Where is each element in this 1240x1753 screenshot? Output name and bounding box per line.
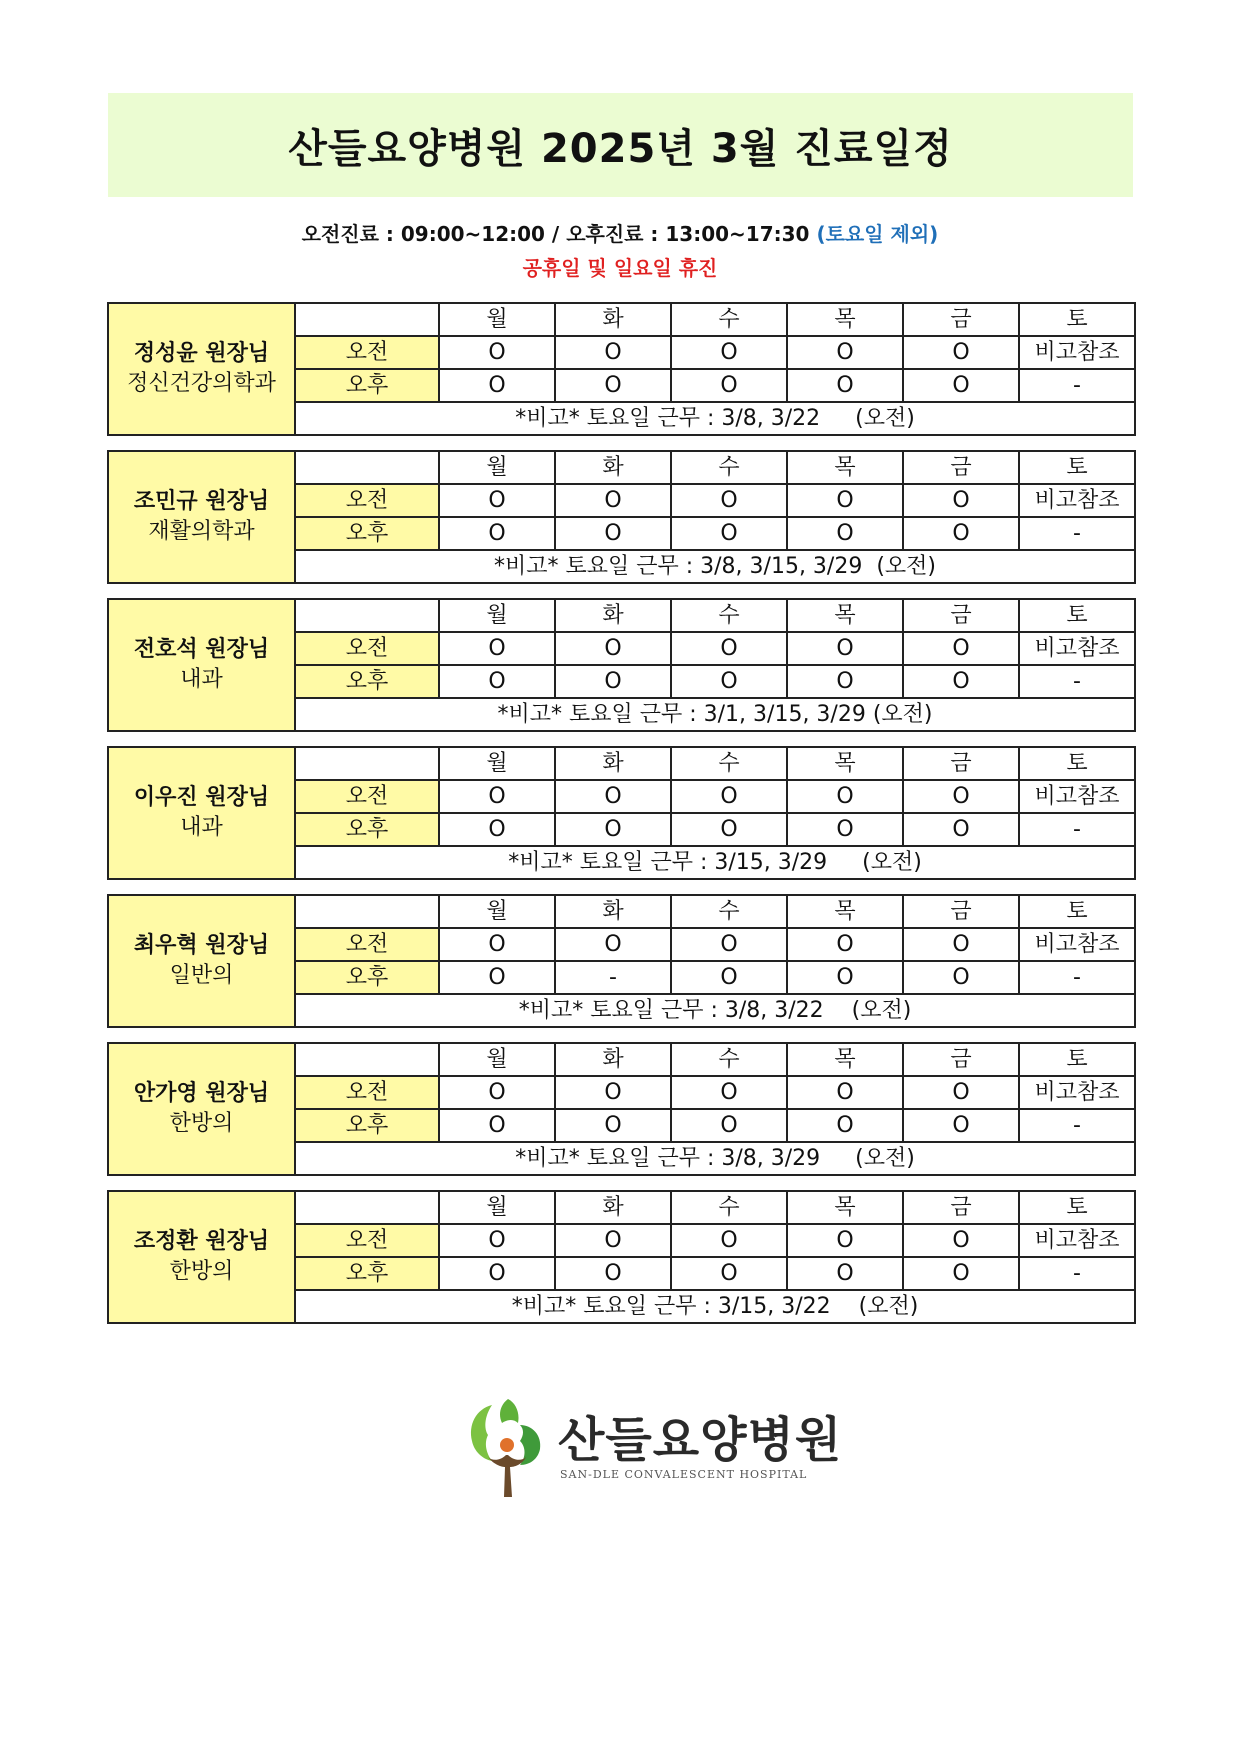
day-header: 금 — [903, 895, 1019, 928]
page-title: 산들요양병원 2025년 3월 진료일정 — [288, 125, 953, 172]
schedule-cell: O — [555, 369, 671, 402]
day-header: 목 — [787, 747, 903, 780]
doctor-department: 내과 — [180, 667, 223, 692]
doctor-cell — [108, 451, 295, 583]
schedule-cell: O — [671, 1076, 787, 1109]
table-row — [108, 451, 1135, 484]
schedule-cell: O — [903, 1224, 1019, 1257]
schedule-cell: O — [555, 632, 671, 665]
schedule-cell: O — [555, 1076, 671, 1109]
empty-header-cell — [295, 1043, 439, 1076]
schedule-cell: O — [671, 336, 787, 369]
schedule-cell: O — [439, 928, 555, 961]
schedule-cell: O — [671, 1257, 787, 1290]
schedule-cell: O — [903, 1076, 1019, 1109]
day-header: 월 — [439, 895, 555, 928]
day-header: 금 — [903, 451, 1019, 484]
doctor-schedule-table — [107, 598, 1136, 732]
schedule-cell: O — [439, 484, 555, 517]
doctor-name: 최우혁 원장님 — [133, 933, 270, 958]
schedule-cell: O — [439, 632, 555, 665]
day-header: 수 — [671, 1043, 787, 1076]
day-header: 금 — [903, 1043, 1019, 1076]
day-header: 화 — [555, 303, 671, 336]
schedule-cell: 비고참조 — [1019, 632, 1135, 665]
doctor-schedule-table — [107, 450, 1136, 584]
schedule-cell: O — [903, 780, 1019, 813]
schedule-cell: O — [439, 961, 555, 994]
table-row — [108, 1191, 1135, 1224]
hospital-logo — [462, 1395, 843, 1505]
doctor-department: 내과 — [180, 815, 223, 840]
schedule-cell: O — [787, 336, 903, 369]
saturday-note: *비고* 토요일 근무 : 3/8, 3/29 (오전) — [295, 1142, 1135, 1175]
day-header: 화 — [555, 1043, 671, 1076]
day-header: 토 — [1019, 747, 1135, 780]
doctor-cell — [108, 747, 295, 879]
schedule-cell: O — [439, 336, 555, 369]
day-header: 목 — [787, 303, 903, 336]
empty-header-cell — [295, 599, 439, 632]
schedule-cell: O — [555, 336, 671, 369]
schedule-cell: O — [671, 1109, 787, 1142]
schedule-cell: O — [439, 1257, 555, 1290]
day-header: 수 — [671, 303, 787, 336]
session-label-pm: 오후 — [295, 961, 439, 994]
session-label-pm: 오후 — [295, 517, 439, 550]
saturday-note: *비고* 토요일 근무 : 3/1, 3/15, 3/29 (오전) — [295, 698, 1135, 731]
session-label-pm: 오후 — [295, 1257, 439, 1290]
session-label-am: 오전 — [295, 780, 439, 813]
doctor-schedule-table — [107, 746, 1136, 880]
doctor-schedule-table — [107, 302, 1136, 436]
schedule-cell: O — [555, 484, 671, 517]
schedule-cell: O — [903, 369, 1019, 402]
doctor-name: 정성윤 원장님 — [133, 341, 270, 366]
doctor-cell — [108, 895, 295, 1027]
table-row — [108, 747, 1135, 780]
saturday-note: *비고* 토요일 근무 : 3/8, 3/22 (오전) — [295, 402, 1135, 435]
empty-header-cell — [295, 1191, 439, 1224]
empty-header-cell — [295, 303, 439, 336]
day-header: 목 — [787, 599, 903, 632]
day-header: 화 — [555, 895, 671, 928]
doctor-cell — [108, 1191, 295, 1323]
empty-header-cell — [295, 747, 439, 780]
schedule-cell: O — [439, 369, 555, 402]
schedule-cell: O — [903, 632, 1019, 665]
schedule-cell: - — [1019, 1257, 1135, 1290]
table-row — [108, 599, 1135, 632]
schedule-cell: O — [903, 336, 1019, 369]
session-label-pm: 오후 — [295, 369, 439, 402]
schedule-cell: O — [671, 813, 787, 846]
schedule-cell: O — [555, 1257, 671, 1290]
doctor-name: 이우진 원장님 — [133, 785, 270, 810]
schedule-cell: O — [555, 1224, 671, 1257]
schedule-cell: O — [903, 1109, 1019, 1142]
day-header: 월 — [439, 451, 555, 484]
schedule-cell: O — [671, 780, 787, 813]
schedule-cell: O — [787, 1257, 903, 1290]
clinic-hours — [0, 218, 1240, 247]
session-label-am: 오전 — [295, 928, 439, 961]
schedule-cell: O — [787, 369, 903, 402]
schedule-cell: - — [1019, 961, 1135, 994]
schedule-cell: 비고참조 — [1019, 336, 1135, 369]
schedule-cell: O — [787, 517, 903, 550]
doctor-department: 정신건강의학과 — [127, 371, 276, 396]
schedule-cell: O — [787, 928, 903, 961]
schedule-cell: O — [671, 517, 787, 550]
doctor-schedule-table — [107, 1042, 1136, 1176]
day-header: 화 — [555, 1191, 671, 1224]
schedule-cell: - — [555, 961, 671, 994]
doctor-schedule-list — [107, 302, 1134, 1338]
day-header: 월 — [439, 303, 555, 336]
schedule-cell: - — [1019, 517, 1135, 550]
schedule-cell: - — [1019, 665, 1135, 698]
schedule-cell: 비고참조 — [1019, 780, 1135, 813]
empty-header-cell — [295, 451, 439, 484]
day-header: 화 — [555, 451, 671, 484]
schedule-cell: - — [1019, 369, 1135, 402]
day-header: 화 — [555, 599, 671, 632]
day-header: 수 — [671, 895, 787, 928]
day-header: 토 — [1019, 1043, 1135, 1076]
day-header: 토 — [1019, 303, 1135, 336]
schedule-cell: O — [787, 813, 903, 846]
day-header: 월 — [439, 1191, 555, 1224]
doctor-cell — [108, 599, 295, 731]
schedule-cell: O — [671, 1224, 787, 1257]
session-label-am: 오전 — [295, 1224, 439, 1257]
table-row — [108, 303, 1135, 336]
day-header: 월 — [439, 1043, 555, 1076]
day-header: 토 — [1019, 895, 1135, 928]
schedule-cell: O — [903, 484, 1019, 517]
doctor-cell — [108, 1043, 295, 1175]
doctor-department: 한방의 — [169, 1259, 234, 1284]
schedule-cell: O — [903, 813, 1019, 846]
day-header: 월 — [439, 747, 555, 780]
schedule-cell: 비고참조 — [1019, 1076, 1135, 1109]
day-header: 토 — [1019, 599, 1135, 632]
schedule-cell: O — [439, 813, 555, 846]
day-header: 수 — [671, 451, 787, 484]
day-header: 금 — [903, 1191, 1019, 1224]
schedule-cell: O — [671, 665, 787, 698]
schedule-cell: O — [787, 665, 903, 698]
day-header: 수 — [671, 599, 787, 632]
day-header: 금 — [903, 303, 1019, 336]
session-label-pm: 오후 — [295, 813, 439, 846]
schedule-cell: O — [439, 665, 555, 698]
day-header: 수 — [671, 1191, 787, 1224]
schedule-cell: O — [671, 484, 787, 517]
doctor-schedule-table — [107, 1190, 1136, 1324]
tree-logo-icon — [462, 1395, 552, 1505]
schedule-cell: O — [671, 632, 787, 665]
schedule-cell: O — [903, 961, 1019, 994]
closed-days-notice: 공휴일 및 일요일 휴진 — [522, 256, 718, 280]
saturday-note: *비고* 토요일 근무 : 3/15, 3/22 (오전) — [295, 1290, 1135, 1323]
doctor-department: 재활의학과 — [148, 519, 255, 544]
day-header: 토 — [1019, 1191, 1135, 1224]
schedule-cell: O — [787, 1224, 903, 1257]
table-row — [108, 895, 1135, 928]
schedule-cell: O — [903, 928, 1019, 961]
clinic-hours-text: 오전진료 : 09:00~12:00 / 오후진료 : 13:00~17:30 — [301, 222, 810, 246]
day-header: 화 — [555, 747, 671, 780]
doctor-name: 안가영 원장님 — [133, 1081, 270, 1106]
schedule-cell: O — [439, 517, 555, 550]
schedule-cell: O — [439, 1076, 555, 1109]
session-label-pm: 오후 — [295, 665, 439, 698]
day-header: 금 — [903, 747, 1019, 780]
session-label-pm: 오후 — [295, 1109, 439, 1142]
schedule-cell: O — [671, 961, 787, 994]
schedule-cell: O — [787, 1076, 903, 1109]
session-label-am: 오전 — [295, 484, 439, 517]
schedule-cell: O — [787, 1109, 903, 1142]
session-label-am: 오전 — [295, 632, 439, 665]
saturday-note: *비고* 토요일 근무 : 3/8, 3/22 (오전) — [295, 994, 1135, 1027]
saturday-note: *비고* 토요일 근무 : 3/8, 3/15, 3/29 (오전) — [295, 550, 1135, 583]
day-header: 목 — [787, 1043, 903, 1076]
day-header: 월 — [439, 599, 555, 632]
logo-subtitle: SAN-DLE CONVALESCENT HOSPITAL — [560, 1468, 808, 1481]
day-header: 수 — [671, 747, 787, 780]
schedule-cell: 비고참조 — [1019, 1224, 1135, 1257]
schedule-cell: 비고참조 — [1019, 928, 1135, 961]
doctor-department: 한방의 — [169, 1111, 234, 1136]
schedule-cell: O — [555, 665, 671, 698]
schedule-cell: O — [439, 780, 555, 813]
schedule-cell: O — [671, 928, 787, 961]
schedule-cell: O — [787, 632, 903, 665]
schedule-cell: O — [439, 1224, 555, 1257]
schedule-cell: - — [1019, 813, 1135, 846]
doctor-name: 전호석 원장님 — [133, 637, 270, 662]
session-label-am: 오전 — [295, 1076, 439, 1109]
clinic-hours-note: (토요일 제외) — [816, 222, 939, 246]
schedule-cell: O — [903, 665, 1019, 698]
doctor-cell — [108, 303, 295, 435]
day-header: 토 — [1019, 451, 1135, 484]
schedule-cell: O — [439, 1109, 555, 1142]
saturday-note: *비고* 토요일 근무 : 3/15, 3/29 (오전) — [295, 846, 1135, 879]
schedule-cell: O — [555, 517, 671, 550]
schedule-cell: 비고참조 — [1019, 484, 1135, 517]
schedule-cell: O — [555, 780, 671, 813]
schedule-cell: - — [1019, 1109, 1135, 1142]
schedule-cell: O — [787, 484, 903, 517]
day-header: 목 — [787, 451, 903, 484]
session-label-am: 오전 — [295, 336, 439, 369]
doctor-name: 조민규 원장님 — [133, 489, 270, 514]
schedule-cell: O — [555, 813, 671, 846]
doctor-schedule-table — [107, 894, 1136, 1028]
empty-header-cell — [295, 895, 439, 928]
schedule-cell: O — [555, 928, 671, 961]
table-row — [108, 1043, 1135, 1076]
schedule-cell: O — [671, 369, 787, 402]
schedule-cell: O — [787, 780, 903, 813]
day-header: 금 — [903, 599, 1019, 632]
title-banner — [108, 93, 1133, 197]
doctor-department: 일반의 — [169, 963, 234, 988]
schedule-cell: O — [787, 961, 903, 994]
day-header: 목 — [787, 1191, 903, 1224]
schedule-cell: O — [555, 1109, 671, 1142]
doctor-name: 조정환 원장님 — [133, 1229, 270, 1254]
logo-name: 산들요양병원 — [558, 1412, 843, 1468]
schedule-cell: O — [903, 517, 1019, 550]
day-header: 목 — [787, 895, 903, 928]
schedule-cell: O — [903, 1257, 1019, 1290]
